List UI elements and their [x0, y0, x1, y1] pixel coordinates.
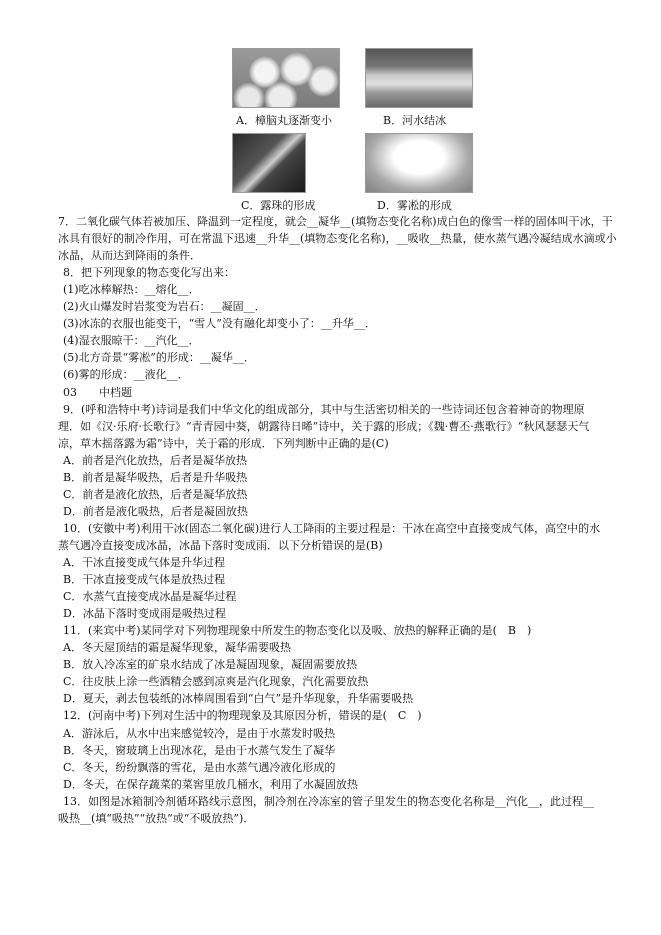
text-line: (5)北方奇景“雾凇”的形成：__凝华__． [63, 351, 255, 365]
text-line: A．前者是汽化放热，后者是凝华放热 [63, 453, 247, 467]
text-line: C．往皮肤上涂一些酒精会感到凉爽是汽化现象，汽化需要放热 [63, 675, 369, 689]
text-line: 蒸气遇冷直接变成冰晶，冰晶下落时变成雨．以下分析错误的是(B) [58, 538, 383, 552]
text-line: D．前者是液化吸热，后者是凝固放热 [63, 504, 248, 518]
text-line: A．游泳后，从水中出来感觉较冷，是由于水蒸发时吸热 [63, 726, 335, 740]
text-line: D．冰晶下落时变成雨是吸热过程 [63, 607, 226, 621]
text-line: 13．如图是冰箱制冷剂循环路线示意图，制冷剂在冷冻室的管子里发生的物态变化名称是__汽化__，此过程__ [63, 794, 594, 808]
text-line: (2)火山爆发时岩浆变为岩石：__凝固__． [63, 300, 266, 314]
river-freezing-photo [365, 48, 473, 108]
text-line: 理．如《汉·乐府·长歌行》“青青园中葵，朝露待日晞”诗中，关于露的形成；《魏·曹丕·燕歌行》“秋风瑟瑟天气 [58, 419, 590, 433]
text-line: (3)冰冻的衣服也能变干，“雪人”没有融化却变小了：__升华__． [63, 317, 376, 331]
text-line: C．前者是液化放热，后者是凝华放热 [63, 487, 248, 501]
dew-drop-photo [232, 133, 306, 193]
text-line: C．冬天，纷纷飘落的雪花，是由水蒸气遇冷液化形成的 [63, 760, 336, 774]
text-line: 03 中档题 [63, 385, 132, 399]
text-line: 11．(来宾中考)某同学对下列物理现象中所发生的物态变化以及吸、放热的解释正确的是( B ) [63, 624, 532, 638]
camphor-balls-photo [232, 48, 340, 108]
caption-b: B．河水结冰 [383, 114, 447, 127]
text-line: 9．(呼和浩特中考)诗词是我们中华文化的组成部分，其中与生活密切相关的一些诗词还包含着神奇的物理原 [63, 402, 585, 416]
text-line: 7．二氧化碳气体若被加压、降温到一定程度，就会__凝华__(填物态变化名称)成白色的像雪一样的固体叫干冰，干 [58, 215, 613, 228]
text-line: (1)吃冰棒解热：__熔化__． [63, 283, 200, 297]
text-line: B．冬天，窗玻璃上出现冰花，是由于水蒸气发生了凝华 [63, 743, 336, 757]
text-line: A．冬天屋顶结的霜是凝华现象，凝华需要吸热 [63, 641, 291, 655]
text-line: 12．(河南中考)下列对生活中的物理现象及其原因分析，错误的是( C ) [63, 709, 422, 723]
text-line: 8．把下列现象的物态变化写出来： [63, 266, 235, 280]
text-line: B．放入冷冻室的矿泉水结成了冰是凝固现象，凝固需要放热 [63, 658, 358, 672]
text-line: B．干冰直接变成气体是放热过程 [63, 573, 226, 587]
text-line: (6)雾的形成：__液化__． [63, 368, 189, 382]
text-line: 冰晶，从而达到降雨的条件． [58, 249, 201, 263]
text-line: B．前者是凝华吸热，后者是升华吸热 [63, 470, 248, 484]
text-line: 凉，草木摇落露为霜”诗中，关于霜的形成．下列判断中正确的是(C) [58, 436, 389, 450]
text-line: 10．(安徽中考)利用干冰(固态二氧化碳)进行人工降雨的主要过程是：干冰在高空中直接变成气体，高空中的水 [63, 521, 601, 535]
text-line: D．冬天，在保存蔬菜的菜窖里放几桶水，利用了水凝固放热 [63, 777, 358, 791]
text-line: 吸热__(填“吸热”“放热”或“不吸放热”)． [58, 811, 255, 825]
caption-d: D．雾凇的形成 [377, 199, 452, 212]
text-line: A．干冰直接变成气体是升华过程 [63, 556, 225, 569]
caption-a: A．樟脑丸逐渐变小 [236, 114, 332, 127]
text-line: C．水蒸气直接变成冰晶是凝华过程 [63, 590, 237, 604]
text-line: (4)湿衣服晾干：__汽化__． [63, 334, 200, 348]
caption-c: C．露珠的形成 [241, 199, 316, 212]
rime-tree-photo [365, 133, 473, 193]
text-line: D．夏天，剥去包装纸的冰棒周围看到“白气”是升华现象，升华需要吸热 [63, 692, 414, 706]
text-line: 冰具有很好的制冷作用，可在常温下迅速__升华__(填物态变化名称)，__吸收__热量，使水蒸气遇冷凝结成水滴或小 [58, 232, 617, 246]
